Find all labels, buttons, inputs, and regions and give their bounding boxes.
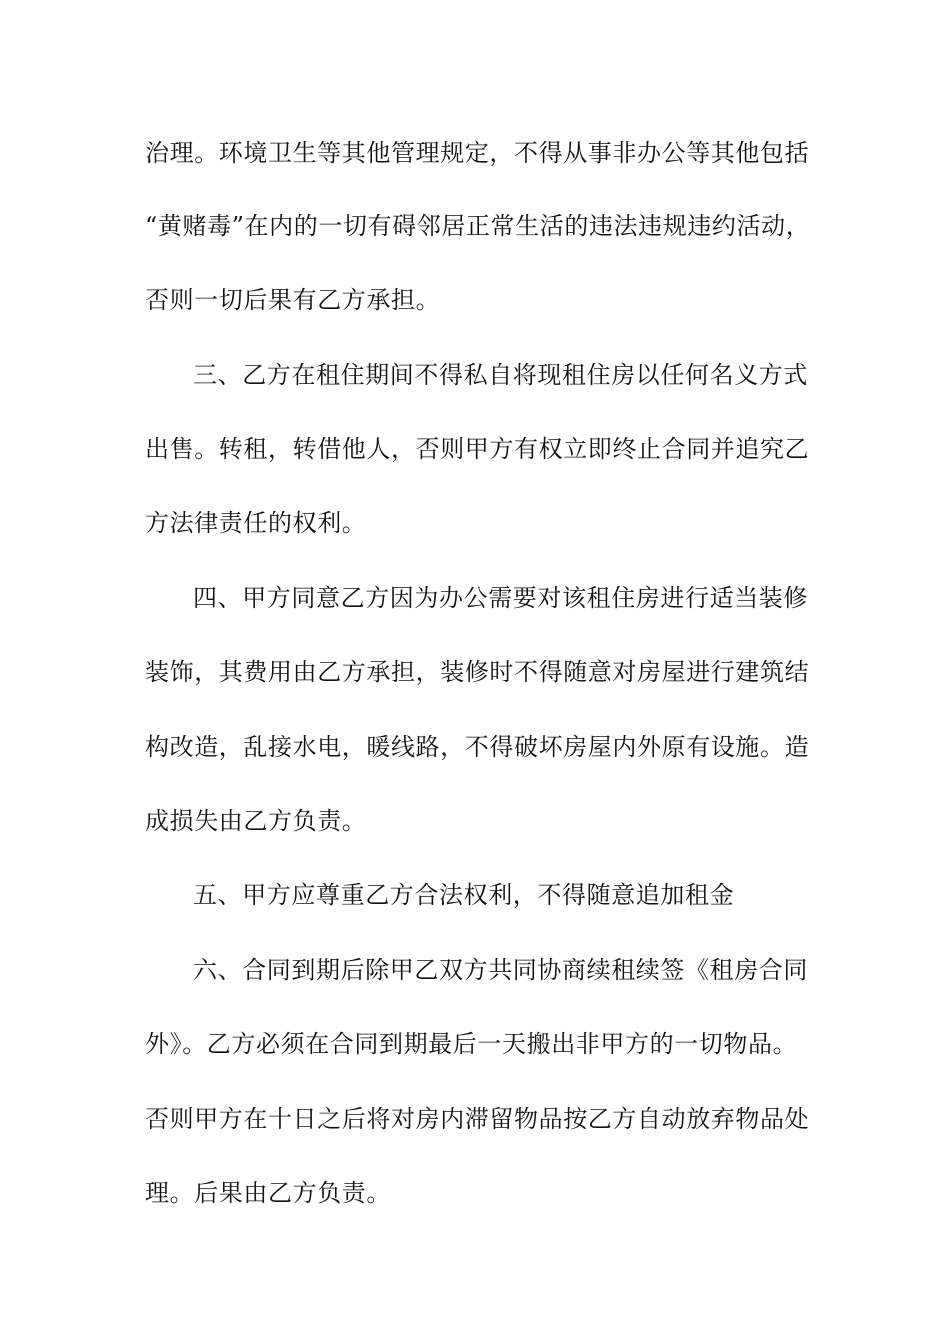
- clause-3-line-1: 三、乙方在租住期间不得私自将现租住房以任何名义方式: [193, 361, 808, 389]
- clause-4-line-2: 装饰，其费用由乙方承担，装修时不得随意对房屋进行建筑结: [145, 658, 810, 686]
- clause-5-line-1: 五、甲方应尊重乙方合法权利，不得随意追加租金: [193, 881, 735, 909]
- clause-3-line-2: 出售。转租，转借他人，否则甲方有权立即终止合同并追究乙: [145, 435, 810, 463]
- clause-3-line-3: 方法律责任的权利。: [145, 509, 367, 537]
- text-line-2: “黄赌毒”在内的一切有碍邻居正常生活的违法违规违约活动，: [145, 212, 811, 240]
- text-line-1: 治理。环境卫生等其他管理规定，不得从事非办公等其他包括: [145, 139, 810, 167]
- text-line-3: 否则一切后果有乙方承担。: [145, 286, 441, 314]
- clause-4-line-4: 成损失由乙方负责。: [145, 807, 367, 835]
- clause-6-line-3: 否则甲方在十日之后将对房内滞留物品按乙方自动放弃物品处: [145, 1105, 810, 1133]
- clause-6-line-2: 外》。乙方必须在合同到期最后一天搬出非甲方的一切物品。: [145, 1030, 798, 1058]
- clause-6-line-4: 理。后果由乙方负责。: [145, 1179, 391, 1207]
- clause-4-line-1: 四、甲方同意乙方因为办公需要对该租住房进行适当装修: [193, 584, 808, 612]
- clause-4-line-3: 构改造，乱接水电，暖线路，不得破坏房屋内外原有设施。造: [145, 733, 810, 761]
- clause-6-line-1: 六、合同到期后除甲乙双方共同协商续租续签《租房合同: [193, 956, 808, 984]
